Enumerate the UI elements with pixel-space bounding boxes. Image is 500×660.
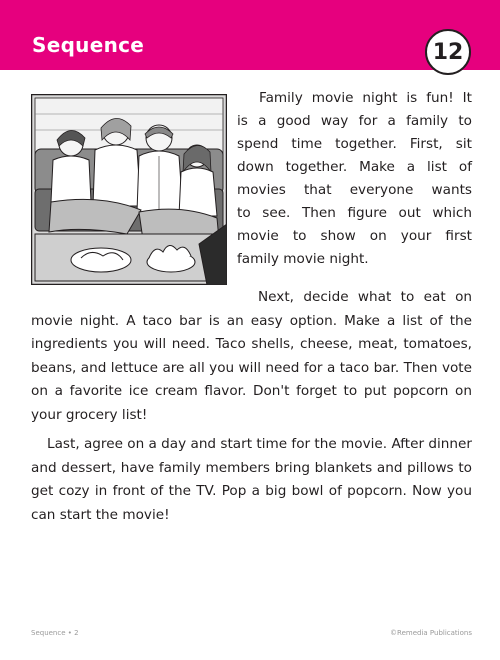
footer-copyright: ©Remedia Publications (390, 629, 472, 637)
footer-series-label: Sequence • 2 (31, 629, 79, 637)
paragraph-1-line: movies that everyone wants (237, 182, 472, 198)
page-number-badge: 12 (425, 29, 471, 75)
paragraph-3: Last, agree on a day and start time for the movie. After dinner and dessert, have family members bring blankets and pillows to get cozy in front of the TV. Pop a big bowl of popcorn. Now you can start the movie! (31, 436, 472, 523)
paragraph-1-line: movie to show on your first (237, 228, 472, 244)
page-title: Sequence (32, 33, 145, 57)
paragraph-1-line: down together. Make a list of (237, 159, 472, 175)
family-watching-movie-illustration (31, 94, 227, 285)
paragraph-1-line: family movie night. (237, 251, 369, 267)
paragraph-1-line: spend time together. First, sit (237, 136, 472, 152)
paragraph-1-line: to see. Then figure out which (237, 205, 472, 221)
paragraph-1-line: Family movie night is fun! It (259, 90, 472, 106)
paragraph-1-line: is a good way for a family to (237, 113, 472, 129)
paragraph-2: Next, decide what to eat on movie night. A taco bar is an easy option. Make a list of the ingredients you will need. Taco shells, cheese, meat, tomatoes, beans, and lettuce are all you will need for a taco bar. Then vote on a favorite ice cream flavor. Don't forget to put popcorn on your grocery list! (31, 289, 472, 423)
